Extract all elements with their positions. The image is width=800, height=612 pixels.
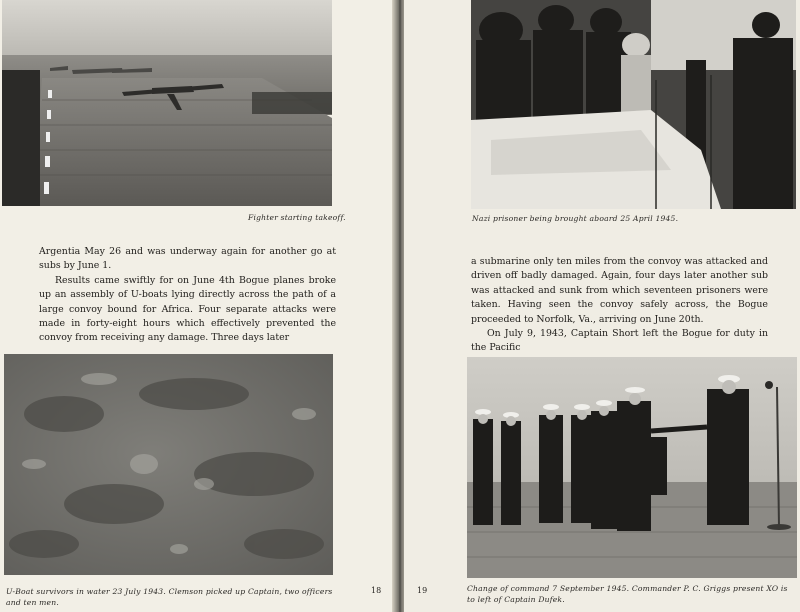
right-page [404, 0, 800, 612]
right-paragraph-1: a submarine only ten miles from the convoy was attacked and driven off badly damaged. Again, four days later another sub was attacked and sunk from which seventeen prisoners were taken. Having seen the convoy safely across, the Bogue proceeded to Norfolk, Va., arriving on June 20th. [471, 256, 768, 325]
fighter-takeoff-caption: Fighter starting takeoff. [248, 213, 346, 222]
left-page-text [39, 245, 336, 346]
uboat-survivors-caption: U-Boat survivors in water 23 July 1943. Clemson picked up Captain, two officers and ten men. [6, 587, 333, 607]
left-paragraph-1: Argentia May 26 and was underway again for another go at subs by June 1. [39, 246, 336, 272]
page-number-19: 19 [417, 586, 428, 595]
change-of-command-caption: Change of command 7 September 1945. Commander P. C. Griggs present XO is to left of Captain Dufek. [467, 584, 788, 604]
right-page-text [471, 255, 768, 356]
right-paragraph-2: On July 9, 1943, Captain Short left the Bogue for duty in the Pacific [471, 328, 768, 354]
nazi-prisoner-caption: Nazi prisoner being brought aboard 25 April 1945. [472, 214, 679, 223]
uboat-survivors-photo [4, 354, 333, 575]
change-of-command-photo [467, 357, 797, 578]
left-page [0, 0, 396, 612]
page-number-18: 18 [371, 586, 382, 595]
left-paragraph-2: Results came swiftly for on June 4th Bogue planes broke up an assembly of U-boats lying directly across the path of a large convoy bound for Africa. Four separate attacks were made in forty-eight hours which effectively prevented the convoy from receiving any damage. Three days later [39, 274, 336, 344]
fighter-takeoff-photo [2, 0, 332, 206]
nazi-prisoner-photo [471, 0, 796, 209]
